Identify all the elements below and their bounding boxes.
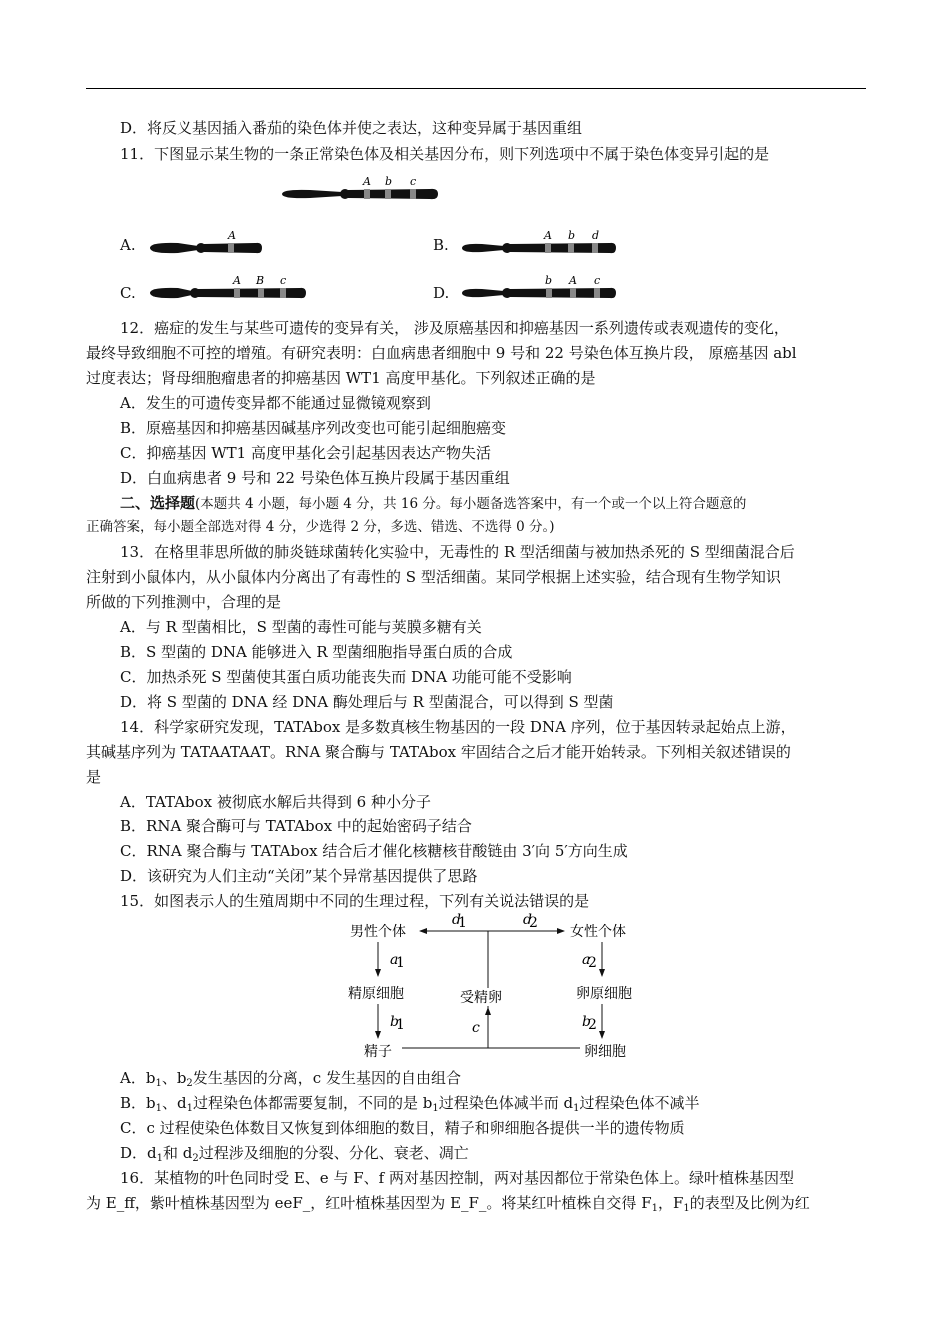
q11-option-c-label: C. (120, 284, 136, 302)
q14-stem-line2: 其碱基序列为 TATAATAAT。RNA 聚合酶与 TATAbox 牢固结合之后才能开始转录。下列相关叙述错误的 (86, 743, 791, 761)
gene-label: c (594, 274, 601, 287)
option-a-chromosome (150, 229, 262, 253)
option-c-chromosome (150, 274, 306, 298)
q11-option-d-label: D. (433, 284, 450, 302)
option-d-chromosome (462, 274, 616, 298)
label-zygote: 受精卵 (460, 990, 502, 1006)
q13-stem-line1: 13．在格里菲思所做的肺炎链球菌转化实验中，无毒性的 R 型活细菌与被加热杀死的 S 型细菌混合后 (120, 543, 795, 561)
gene-label: B (256, 274, 265, 287)
q13-stem-line3: 所做的下列推测中，合理的是 (86, 593, 282, 611)
q14-option-c: C．RNA 聚合酶与 TATAbox 结合后才催化核糖核苷酸链由 3′向 5′方向生成 (120, 842, 628, 860)
q12-stem-line3: 过度表达；肾母细胞瘤患者的抑癌基因 WT1 高度甲基化。下列叙述正确的是 (86, 369, 596, 387)
gene-label: c (280, 274, 287, 287)
q11-option-b-label: B. (433, 236, 449, 254)
label-female: 女性个体 (570, 924, 626, 940)
gene-label: c (410, 175, 417, 188)
header-rule (86, 88, 866, 89)
q12-option-c: C．抑癌基因 WT1 高度甲基化会引起基因表达产物失活 (120, 444, 491, 462)
normal-chromosome (282, 175, 438, 199)
q10-option-d: D．将反义基因插入番茄的染色体并使之表达，这种变异属于基因重组 (120, 119, 583, 137)
q14-option-a: A．TATAbox 被彻底水解后共得到 6 种小分子 (120, 793, 431, 811)
q11-option-a-label: A. (120, 236, 136, 254)
gene-label: d (592, 229, 600, 242)
section2-desc2: 正确答案，每小题全部选对得 4 分，少选得 2 分，多选、错选、不选得 0 分。) (86, 519, 555, 535)
q12-stem-line1: 12．癌症的发生与某些可遗传的变异有关， 涉及原癌基因和抑癌基因一系列遗传或表观遗传的变化， (120, 319, 789, 337)
gene-label: A (544, 229, 552, 242)
gene-label: A (569, 274, 577, 287)
q12-option-a: A．发生的可遗传变异都不能通过显微镜观察到 (120, 394, 431, 412)
gene-label: A (363, 175, 371, 188)
label-b1: b (390, 1014, 399, 1030)
q14-option-b: B．RNA 聚合酶可与 TATAbox 中的起始密码子结合 (120, 817, 472, 835)
q13-option-d: D．将 S 型菌的 DNA 经 DNA 酶处理后与 R 型菌混合，可以得到 S 型菌 (120, 693, 614, 711)
q16-stem-line2: 为 E_ff，紫叶植株基因型为 eeF_，红叶植株基因型为 E_F_。将某红叶植株自交得 $F_1$，$F_1$的表型及比例为红 (86, 1194, 810, 1214)
label-b2-sub: 2 (588, 1017, 597, 1033)
section2-heading (120, 492, 746, 515)
section2-desc1: (本题共 4 小题，每小题 4 分，共 16 分。每小题备选答案中，有一个或一个以上符合题意的 (195, 496, 747, 512)
gene-label: b (385, 175, 393, 188)
gene-label: A (228, 229, 236, 242)
label-a2: a (582, 952, 591, 968)
q13-option-a: A．与 R 型菌相比，S 型菌的毒性可能与荚膜多糖有关 (120, 618, 482, 636)
section2-title: 二、选择题 (120, 494, 196, 512)
q12-stem-line2: 最终导致细胞不可控的增殖。有研究表明：白血病患者细胞中 9 号和 22 号染色体互换片段， 原癌基因 abl (86, 344, 797, 362)
q14-option-d: D．该研究为人们主动“关闭”某个异常基因提供了思路 (120, 867, 478, 885)
label-oogonium: 卵原细胞 (576, 986, 632, 1002)
label-sperm: 精子 (364, 1044, 392, 1060)
q16-stem-line1: 16．某植物的叶色同时受 E、e 与 F、f 两对基因控制，两对基因都位于常染色体上。绿叶植株基因型 (120, 1169, 794, 1187)
gene-label: b (568, 229, 576, 242)
q15-option-a: A．$b_1$、$b_2$发生基因的分离，c 发生基因的自由组合 (120, 1069, 461, 1089)
label-d2-sub: 2 (529, 915, 538, 931)
q15-reproduction-diagram (340, 908, 640, 1064)
q11-stem: 11．下图显示某生物的一条正常染色体及相关基因分布，则下列选项中不属于染色体变异引起的是 (120, 145, 770, 163)
label-egg: 卵细胞 (584, 1044, 626, 1060)
q15-option-c: C．c 过程使染色体数目又恢复到体细胞的数目，精子和卵细胞各提供一半的遗传物质 (120, 1119, 685, 1137)
q13-option-c: C．加热杀死 S 型菌使其蛋白质功能丧失而 DNA 功能可能不受影响 (120, 668, 572, 686)
label-b2: b (582, 1014, 591, 1030)
gene-label: A (233, 274, 241, 287)
label-d2: d (523, 912, 532, 928)
label-male: 男性个体 (350, 924, 406, 940)
q13-stem-line2: 注射到小鼠体内，从小鼠体内分离出了有毒性的 S 型活细菌。某同学根据上述实验，结合现有生物学知识 (86, 568, 781, 586)
option-b-chromosome (462, 229, 616, 253)
q12-option-b: B．原癌基因和抑癌基因碱基序列改变也可能引起细胞癌变 (120, 419, 507, 437)
q15-option-d: D．$d_1$和 $d_2$过程涉及细胞的分裂、分化、衰老、凋亡 (120, 1144, 469, 1164)
label-a1: a (390, 952, 399, 968)
q11-chromosome-figure (110, 172, 630, 307)
label-d1: d (452, 912, 461, 928)
q15-option-b: B．$b_1$、$d_1$过程染色体都需要复制，不同的是 $b_1$过程染色体减半而 $d_1$过程染色体不减半 (120, 1094, 700, 1114)
gene-label: b (545, 274, 553, 287)
label-a1-sub: 1 (396, 955, 405, 971)
q15-stem: 15．如图表示人的生殖周期中不同的生理过程，下列有关说法错误的是 (120, 892, 590, 910)
label-spermatogonium: 精原细胞 (348, 986, 404, 1002)
label-c: c (472, 1020, 480, 1036)
label-a2-sub: 2 (588, 955, 597, 971)
label-d1-sub: 1 (458, 915, 467, 931)
q14-stem-line3: 是 (86, 768, 102, 786)
q14-stem-line1: 14．科学家研究发现，TATAbox 是多数真核生物基因的一段 DNA 序列，位于基因转录起始点上游， (120, 718, 796, 736)
q12-option-d: D．白血病患者 9 号和 22 号染色体互换片段属于基因重组 (120, 469, 510, 487)
label-b1-sub: 1 (396, 1017, 405, 1033)
q13-option-b: B．S 型菌的 DNA 能够进入 R 型菌细胞指导蛋白质的合成 (120, 643, 513, 661)
